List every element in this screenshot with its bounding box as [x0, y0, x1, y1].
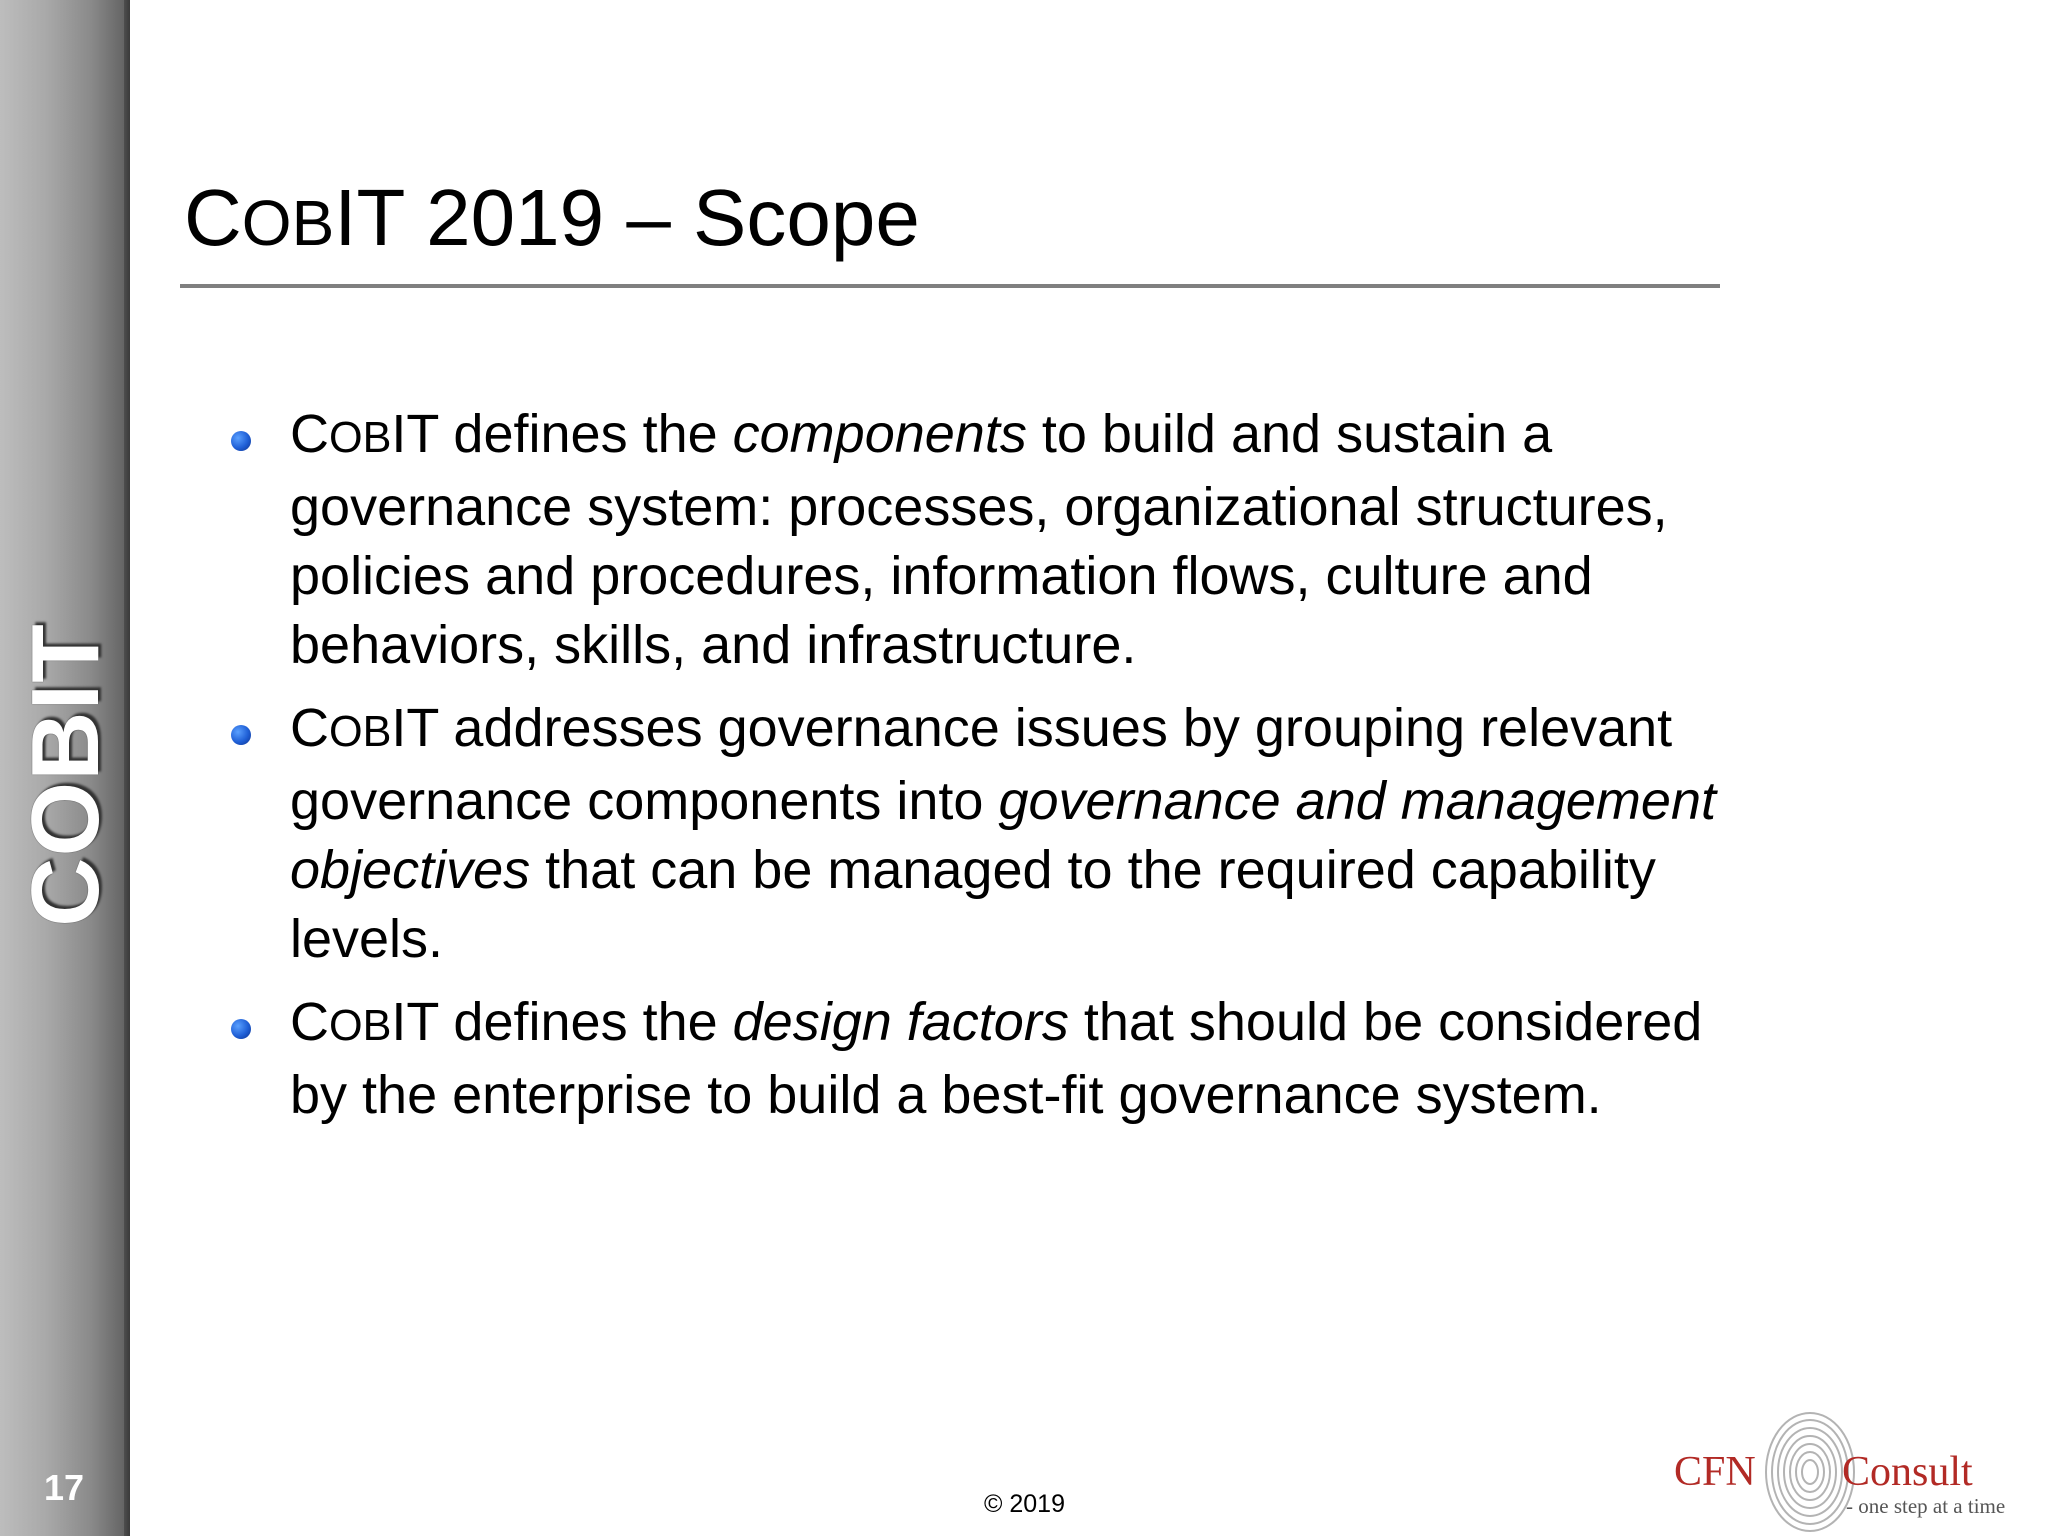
bullet-item: [222, 400, 1842, 680]
bullet-text: I: [391, 698, 407, 758]
logo-tagline: - one step at a time: [1846, 1494, 2006, 1518]
bullet-line: [290, 400, 1842, 473]
bullet-text: behaviors, skills, and infrastructure.: [290, 615, 1137, 675]
bullet-text: by the enterprise to build a best-fit governance system.: [290, 1065, 1602, 1125]
bullet-text: T addresses governance issues by grouping relevant: [406, 698, 1673, 758]
title-cap-c: C: [184, 173, 242, 262]
small-caps-text: OB: [329, 1002, 392, 1050]
slide-number: 17: [44, 1467, 85, 1508]
emphasized-text: objectives: [290, 840, 531, 900]
bullet-line: [290, 1061, 1842, 1130]
slide-title: [184, 173, 920, 262]
logo-cfn-text: CFN: [1674, 1449, 1756, 1495]
sidebar: [0, 0, 130, 1536]
bullet-text: policies and procedures, information flows, culture and: [290, 546, 1593, 606]
title-cap-i: I: [334, 173, 357, 262]
small-caps-text: OB: [329, 708, 392, 756]
bullet-line: [290, 611, 1842, 680]
bullet-item: [222, 988, 1842, 1130]
emphasized-text: design factors: [732, 992, 1069, 1052]
copyright: © 2019: [984, 1490, 1065, 1518]
title-underline: [180, 284, 1720, 288]
bullet-text: governance components into: [290, 771, 999, 831]
bullet-text: C: [290, 404, 329, 464]
bullet-list: [222, 400, 1842, 1144]
bullet-text: T defines the: [406, 992, 733, 1052]
bullet-text: C: [290, 698, 329, 758]
bullet-item: [222, 694, 1842, 974]
emphasized-text: governance and management: [998, 771, 1716, 831]
emphasized-text: components: [732, 404, 1027, 464]
bullet-text: governance system: processes, organizational structures,: [290, 477, 1668, 537]
cfn-consult-logo: [1668, 1400, 2038, 1536]
bullet-text: I: [391, 992, 407, 1052]
bullet-text: T defines the: [406, 404, 733, 464]
bullet-icon: [231, 1019, 251, 1039]
bullet-text: I: [391, 404, 407, 464]
bullet-icon: [231, 725, 251, 745]
small-caps-text: OB: [329, 414, 392, 462]
sidebar-edge: [124, 0, 130, 1536]
bullet-icon: [231, 431, 251, 451]
bullet-line: [290, 542, 1842, 611]
bullet-line: [290, 767, 1842, 836]
title-small-caps-ob: OB: [241, 187, 335, 259]
bullet-line: [290, 473, 1842, 542]
bullet-text: to build and sustain a: [1026, 404, 1553, 464]
bullet-text: that should be considered: [1068, 992, 1703, 1052]
logo-consult-text: Consult: [1842, 1449, 1973, 1495]
bullet-line: [290, 905, 1842, 974]
bullet-line: [290, 988, 1842, 1061]
bullet-text: C: [290, 992, 329, 1052]
bullet-line: [290, 694, 1842, 767]
sidebar-title: COBIT: [12, 623, 119, 927]
bullet-line: [290, 836, 1842, 905]
bullet-text: levels.: [290, 909, 444, 969]
bullet-text: that can be managed to the required capability: [530, 840, 1656, 900]
title-rest: T 2019 – Scope: [356, 173, 920, 262]
